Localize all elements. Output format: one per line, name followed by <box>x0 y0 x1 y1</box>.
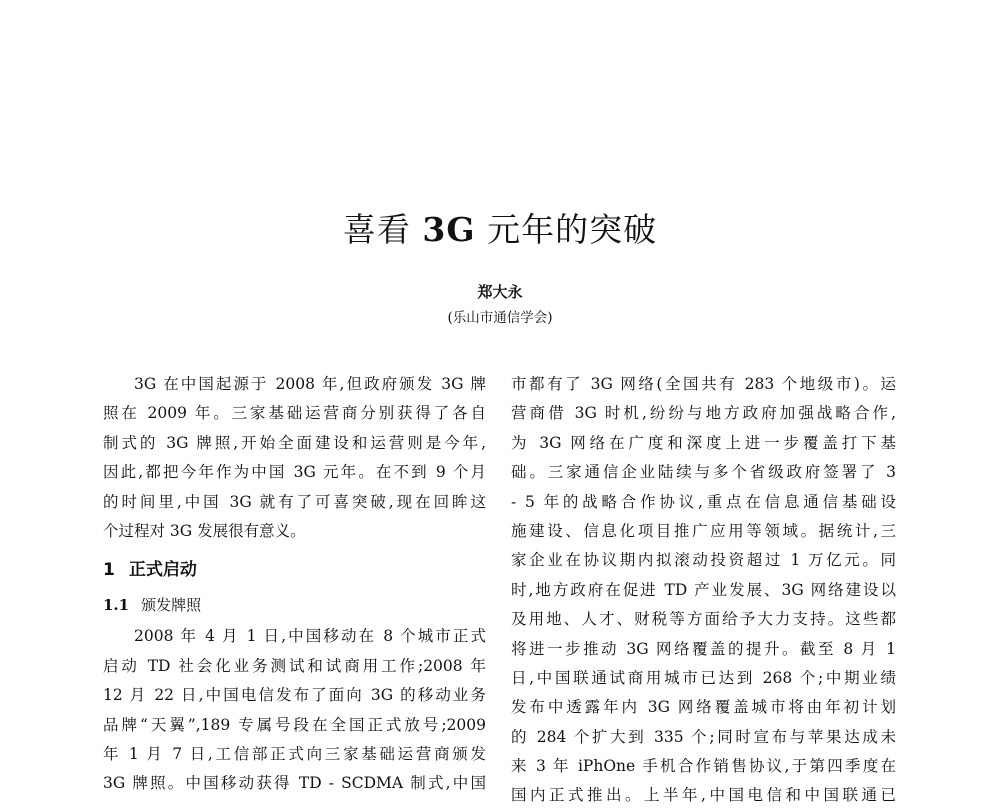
subsection-heading-1-1 <box>103 589 486 622</box>
title-part2: 元年的突破 <box>475 210 658 249</box>
paragraph-line: 照在 2009 年。三家基础运营商分别获得了各自 <box>103 404 486 423</box>
paragraph-line: 及用地、人才、财税等方面给予大力支持。这些都 <box>511 610 896 629</box>
paragraph-line: 启动 TD 社会化业务测试和试商用工作;2008 年 <box>103 656 486 675</box>
paragraph-line: 12 月 22 日,中国电信发布了面向 3G 的移动业务 <box>103 686 486 705</box>
paragraph-line: 日,中国联通试商用城市已达到 268 个;中期业绩 <box>511 668 896 687</box>
paragraph-line: 来 3 年 iPhOne 手机合作销售协议,于第四季度在 <box>511 757 896 776</box>
paragraph-line: 市都有了 3G 网络(全国共有 283 个地级市)。运 <box>511 375 896 393</box>
right-column <box>511 370 896 811</box>
paragraph-line: 家企业在协议期内拟滚动投资超过 1 万亿元。同 <box>511 551 896 570</box>
paragraph-line: 将进一步推动 3G 网络覆盖的提升。截至 8 月 1 <box>511 639 896 658</box>
paragraph-line: 年 1 月 7 日,工信部正式向三家基础运营商颁发 <box>103 744 486 763</box>
title-3g: 3G <box>422 210 476 249</box>
paragraph-line: 国内正式推出。上半年,中国电信和中国联通已 <box>511 786 896 805</box>
author-name: 郑大永 <box>477 283 523 301</box>
article-title <box>0 208 1000 252</box>
paragraph-line: 时,地方政府在促进 TD 产业发展、3G 网络建设以 <box>511 580 896 599</box>
paragraph-line: 的 284 个扩大到 335 个;同时宣布与苹果达成未 <box>511 727 896 746</box>
section-heading-1 <box>103 552 486 589</box>
title-part1: 喜看 <box>342 210 423 249</box>
paragraph-line: 3G 牌照。中国移动获得 TD - SCDMA 制式,中国 <box>103 774 486 793</box>
paragraph-line: 发布中透露年内 3G 网络覆盖城市将由年初计划 <box>511 698 896 717</box>
paragraph-line: 个过程对 3G 发展很有意义。 <box>103 521 306 540</box>
paragraph-line: 础。三家通信企业陆续与多个省级政府签署了 3 <box>511 463 896 482</box>
paragraph-line: 2008 年 4 月 1 日,中国移动在 8 个城市正式 <box>134 627 486 646</box>
section-title: 正式启动 <box>128 560 197 581</box>
paragraph-line: 营商借 3G 时机,纷纷与地方政府加强战略合作, <box>511 404 896 423</box>
section-number: 1 <box>103 560 115 581</box>
paragraph-line: 因此,都把今年作为中国 3G 元年。在不到 9 个月 <box>103 463 486 482</box>
paragraph-line: 为 3G 网络在广度和深度上进一步覆盖打下基 <box>511 433 896 452</box>
subsection-number: 1.1 <box>103 596 130 615</box>
author-affiliation: (乐山市通信学会) <box>447 310 553 326</box>
paragraph-line: 制式的 3G 牌照,开始全面建设和运营则是今年, <box>103 433 486 452</box>
paragraph-line: 品牌“天翼”,189 专属号段在全国正式放号;2009 <box>103 715 486 734</box>
paragraph-line: 的时间里,中国 3G 就有了可喜突破,现在回眸这 <box>103 492 486 511</box>
paragraph-line: - 5 年的战略合作协议,重点在信息通信基础设 <box>511 492 896 511</box>
paragraph-line: 施建设、信息化项目推广应用等领域。据统计,三 <box>511 521 896 540</box>
subsection-title: 颁发牌照 <box>141 596 202 615</box>
left-column <box>103 370 486 799</box>
paragraph-line: 3G 在中国起源于 2008 年,但政府颁发 3G 牌 <box>134 375 486 393</box>
